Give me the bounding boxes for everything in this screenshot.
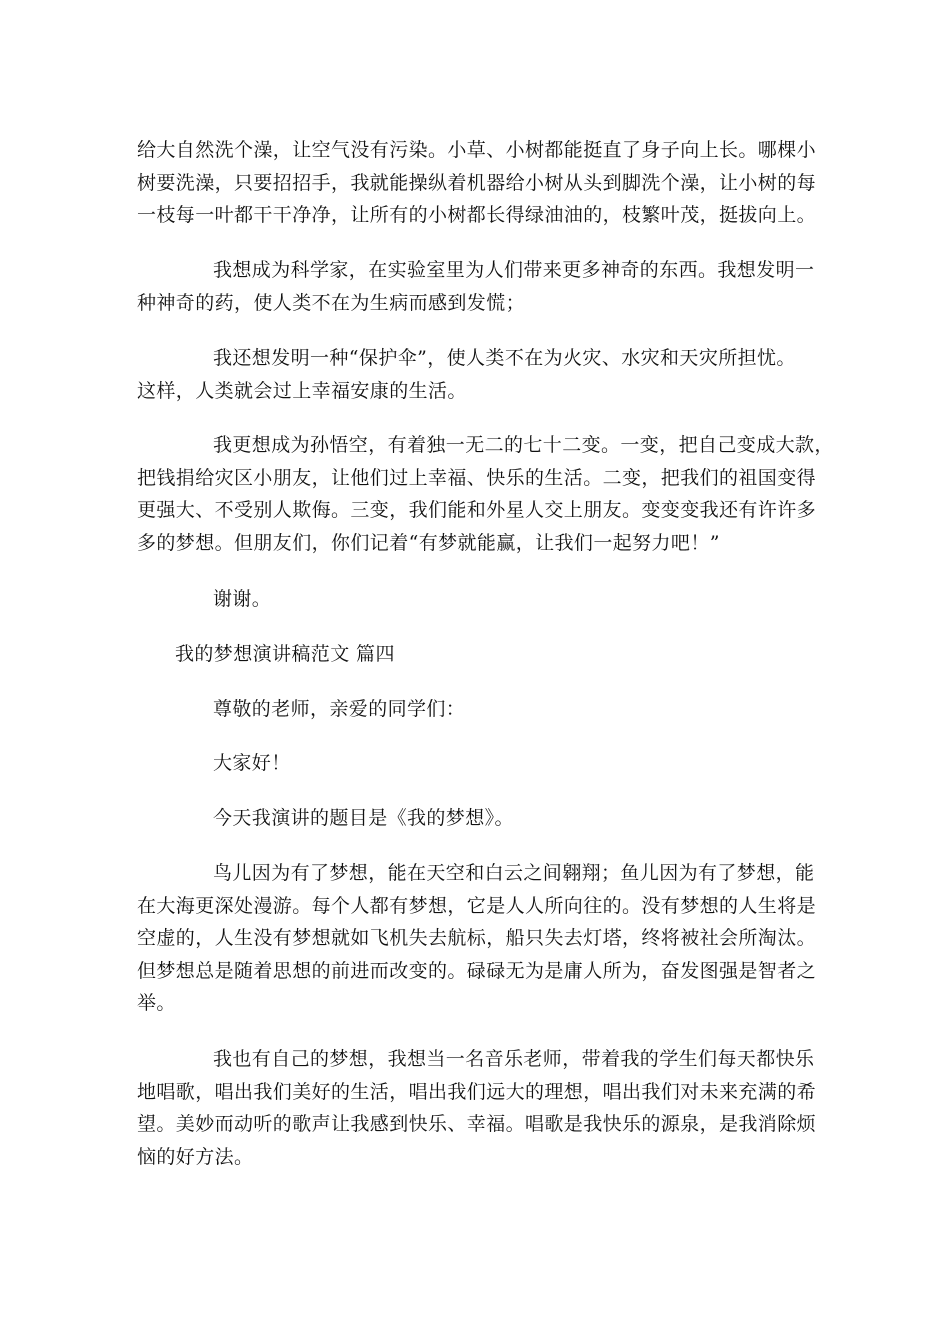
paragraph-hello (213, 747, 291, 779)
text-line: 大家好！ (213, 752, 291, 774)
paragraph-nature-bath (137, 134, 817, 232)
text-line: 地唱歌，唱出我们美好的生活，唱出我们远大的理想，唱出我们对未来充满的希 (137, 1080, 817, 1103)
text-line: 今天我演讲的题目是《我的梦想》。 (213, 807, 514, 829)
text-line: 把钱捐给灾区小朋友，让他们过上幸福、快乐的生活。二变，把我们的祖国变得 (137, 466, 817, 489)
text-line: 尊敬的老师，亲爱的同学们： (213, 698, 466, 720)
text-line: 给大自然洗个澡，让空气没有污染。小草、小树都能挺直了身子向上长。哪棵小 (137, 139, 817, 161)
paragraph-birds-fish (137, 857, 817, 1020)
paragraph-thanks (213, 583, 271, 615)
text-line: 树要洗澡，只要招招手，我就能操纵着机器给小树从头到脚洗个澡，让小树的每 (137, 171, 817, 194)
text-line: 多的梦想。但朋友们，你们记着“有梦就能赢，让我们一起努力吧！” (137, 531, 720, 554)
paragraph-greeting-teachers (213, 693, 465, 725)
text-line: 恼的好方法。 (137, 1145, 254, 1168)
paragraph-music-teacher (137, 1043, 817, 1173)
paragraph-umbrella (137, 342, 813, 407)
text-line: 谢谢。 (213, 588, 272, 610)
text-line: 我还想发明一种“保护伞”，使人类不在为火灾、水灾和天灾所担忧。 (213, 347, 796, 369)
text-line: 空虚的，人生没有梦想就如飞机失去航标，船只失去灯塔，终将被社会所淘汰。 (137, 927, 817, 949)
text-line: 一枝每一叶都干干净净，让所有的小树都长得绿油油的，枝繁叶茂，挺拔向上。 (137, 204, 817, 226)
text-line: 鸟儿因为有了梦想，能在天空和白云之间翱翔；鱼儿因为有了梦想，能 (213, 862, 815, 884)
text-line: 这样，人类就会过上幸福安康的生活。 (137, 379, 467, 402)
text-line: 在大海更深处漫游。每个人都有梦想，它是人人所向往的。没有梦想的人生将是 (137, 894, 817, 917)
text-line: 举。 (137, 992, 176, 1014)
paragraph-speech-topic (213, 802, 514, 834)
text-line: 望。美妙而动听的歌声让我感到快乐、幸福。唱歌是我快乐的源泉，是我消除烦 (137, 1113, 817, 1135)
heading-text: 我的梦想演讲稿范文 篇四 (175, 643, 395, 665)
text-line: 我也有自己的梦想，我想当一名音乐老师，带着我的学生们每天都快乐 (213, 1048, 815, 1070)
text-line: 种神奇的药，使人类不在为生病而感到发慌； (137, 291, 526, 314)
text-line: 更强大、不受别人欺侮。三变，我们能和外星人交上朋友。变变变我还有许许多 (137, 499, 817, 521)
text-line: 我更想成为孙悟空，有着独一无二的七十二变。一变，把自己变成大款， (213, 434, 834, 456)
text-line: 但梦想总是随着思想的前进而改变的。碌碌无为是庸人所为，奋发图强是智者之 (137, 959, 817, 982)
section-heading (175, 638, 395, 670)
text-line: 我想成为科学家，在实验室里为人们带来更多神奇的东西。我想发明一 (213, 259, 815, 281)
paragraph-scientist (137, 254, 813, 319)
paragraph-monkey-king (137, 429, 834, 559)
